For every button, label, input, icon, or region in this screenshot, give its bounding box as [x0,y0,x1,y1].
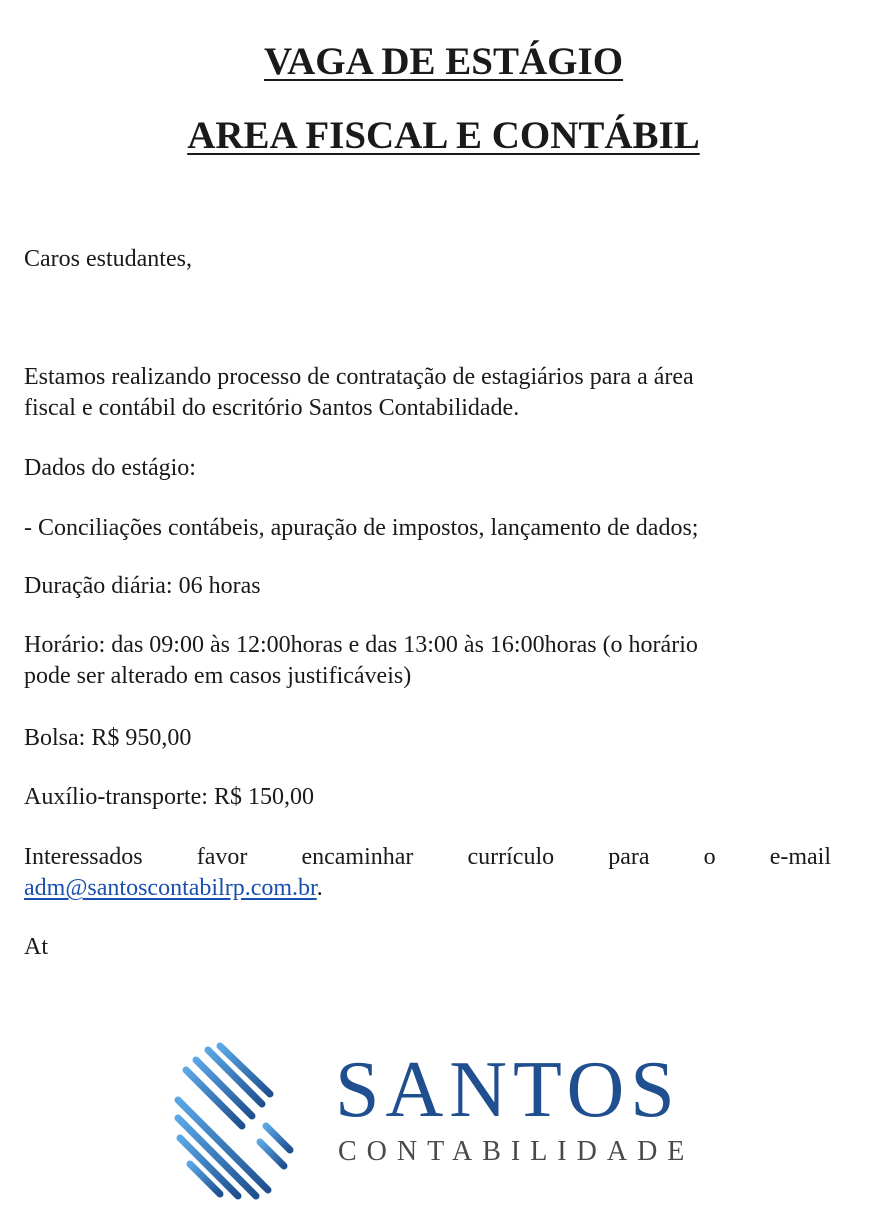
intro-line-2: fiscal e contábil do escritório Santos Contabilidade. [24,395,520,421]
greeting: Caros estudantes, [24,246,192,272]
contact-line-2 [24,873,831,904]
closing-text: At [24,934,48,960]
intro-line-1: Estamos realizando processo de contratação de estagiários para a área [24,364,694,390]
stipend-item: Bolsa: R$ 950,00 [24,725,192,751]
diagonal-stripes-logo-icon [170,1042,320,1202]
contact-line-1: Interessados favor encaminhar currículo para o e-mail [24,844,831,870]
title-line-2: AREA FISCAL E CONTÁBIL [187,114,700,157]
activities-item: - Conciliações contábeis, apuração de impostos, lançamento de dados; [24,515,699,541]
duration-item: Duração diária: 06 horas [24,573,261,599]
brand-name: SANTOS [335,1046,681,1134]
transport-item: Auxílio-transporte: R$ 150,00 [24,784,314,810]
title-line-1: VAGA DE ESTÁGIO [263,40,624,83]
schedule-line-2: pode ser alterado em casos justificáveis) [24,663,412,689]
intro-paragraph [24,362,831,424]
contact-paragraph [24,842,831,904]
contact-period: . [316,875,323,901]
brand-subtitle: CONTABILIDADE [338,1136,695,1167]
santos-logo [170,1042,695,1202]
contact-email-link[interactable]: adm@santoscontabilrp.com.br [24,875,317,901]
section-heading: Dados do estágio: [24,455,196,481]
schedule-line-1: Horário: das 09:00 às 12:00horas e das 13:00 às 16:00horas (o horário [24,632,698,658]
schedule-paragraph [24,630,831,692]
